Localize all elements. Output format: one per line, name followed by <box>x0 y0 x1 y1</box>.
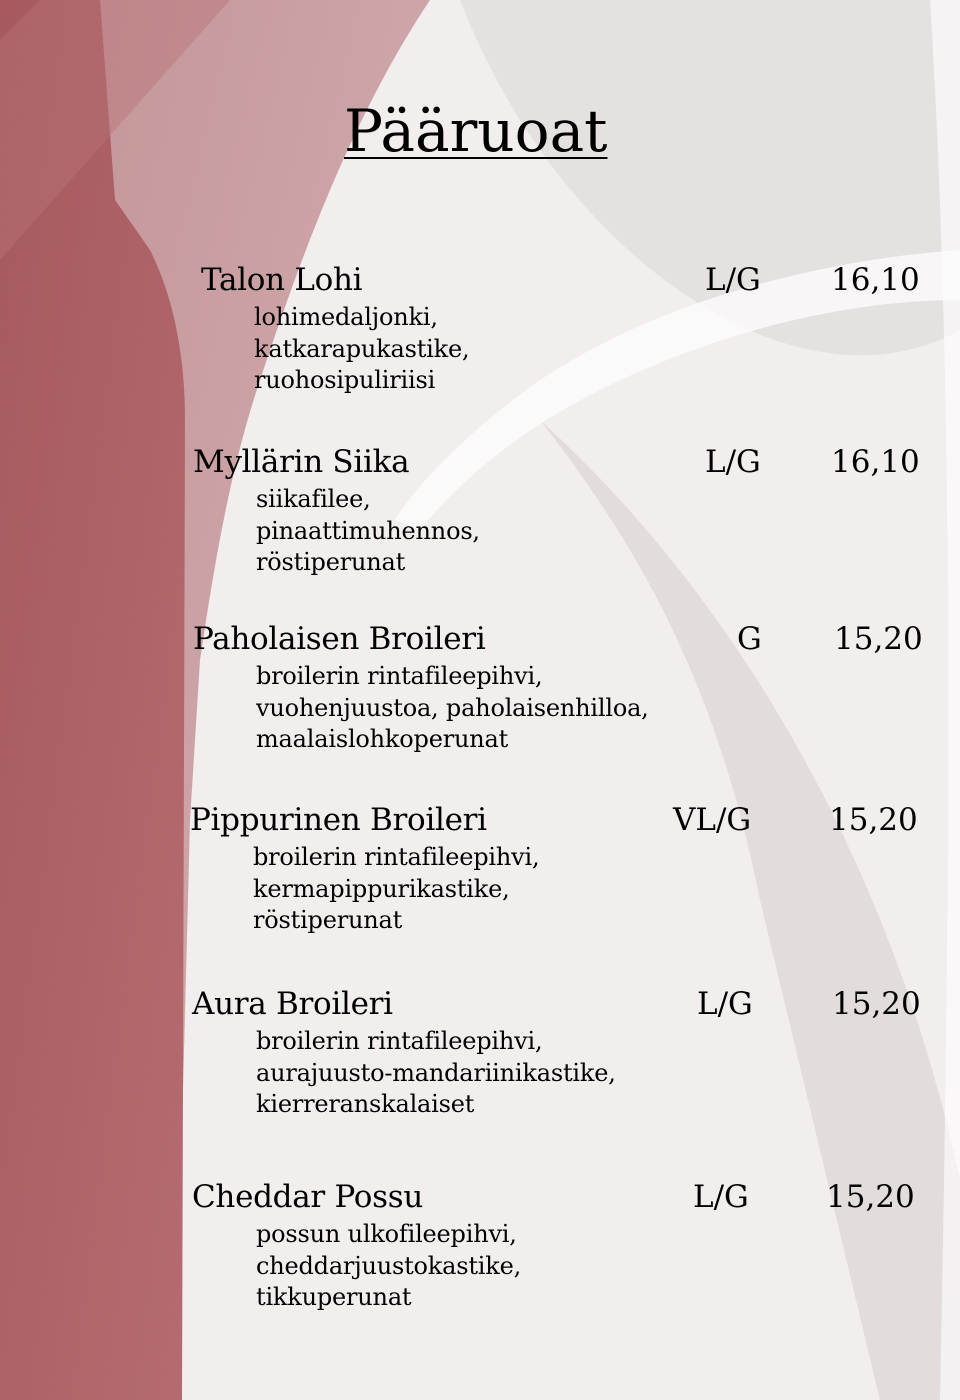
dish-description <box>256 661 649 756</box>
page-title: Pääruoat <box>344 97 608 165</box>
dish-description-line: maalaislohkoperunat <box>256 725 509 753</box>
dish-description-line: katkarapukastike, <box>254 334 470 363</box>
dish-description-line: vuohenjuustoa, paholaisenhilloa, <box>256 693 649 722</box>
dish-name: Paholaisen Broileri <box>193 621 486 657</box>
dish-name: Talon Lohi <box>201 262 363 298</box>
dish-description-line: siikafilee, <box>256 485 371 513</box>
dish-name: Cheddar Possu <box>192 1179 424 1215</box>
dish-name: Myllärin Siika <box>193 444 410 480</box>
dish-description <box>256 484 480 579</box>
dish-description-line: pinaattimuhennos, <box>256 516 480 545</box>
dish-description-line: broilerin rintafileepihvi, <box>256 1027 543 1055</box>
dish-description-line: röstiperunat <box>256 548 406 576</box>
dish-price: 16,10 <box>831 262 920 298</box>
dish-diet-label: L/G <box>705 262 761 298</box>
dish-description <box>253 842 539 937</box>
dish-description-line: cheddarjuustokastike, <box>256 1251 522 1280</box>
dish-description-line: aurajuusto-mandariinikastike, <box>256 1058 616 1087</box>
dish-price: 15,20 <box>829 802 918 838</box>
dish-description <box>254 302 469 397</box>
dish-description-line: possun ulkofileepihvi, <box>256 1220 517 1248</box>
dish-description <box>256 1026 616 1121</box>
dish-description-line: tikkuperunat <box>256 1283 412 1311</box>
dish-description-line: ruohosipuliriisi <box>254 366 436 394</box>
dish-diet-label: L/G <box>697 986 753 1022</box>
dish-description-line: kermapippurikastike, <box>253 874 510 903</box>
dish-description <box>256 1219 521 1314</box>
dish-price: 15,20 <box>826 1179 915 1215</box>
dish-diet-label: VL/G <box>673 802 752 838</box>
dish-diet-label: L/G <box>693 1179 749 1215</box>
dish-price: 15,20 <box>832 986 921 1022</box>
dish-description-line: lohimedaljonki, <box>254 303 438 331</box>
dish-description-line: broilerin rintafileepihvi, <box>253 843 540 871</box>
dish-price: 16,10 <box>831 444 920 480</box>
dish-diet-label: L/G <box>705 444 761 480</box>
dish-name: Aura Broileri <box>192 986 393 1022</box>
dish-price: 15,20 <box>834 621 923 657</box>
dish-description-line: broilerin rintafileepihvi, <box>256 662 543 690</box>
dish-name: Pippurinen Broileri <box>190 802 487 838</box>
dish-description-line: röstiperunat <box>253 906 403 934</box>
dish-description-line: kierreranskalaiset <box>256 1090 475 1118</box>
dish-diet-label: G <box>737 621 762 657</box>
